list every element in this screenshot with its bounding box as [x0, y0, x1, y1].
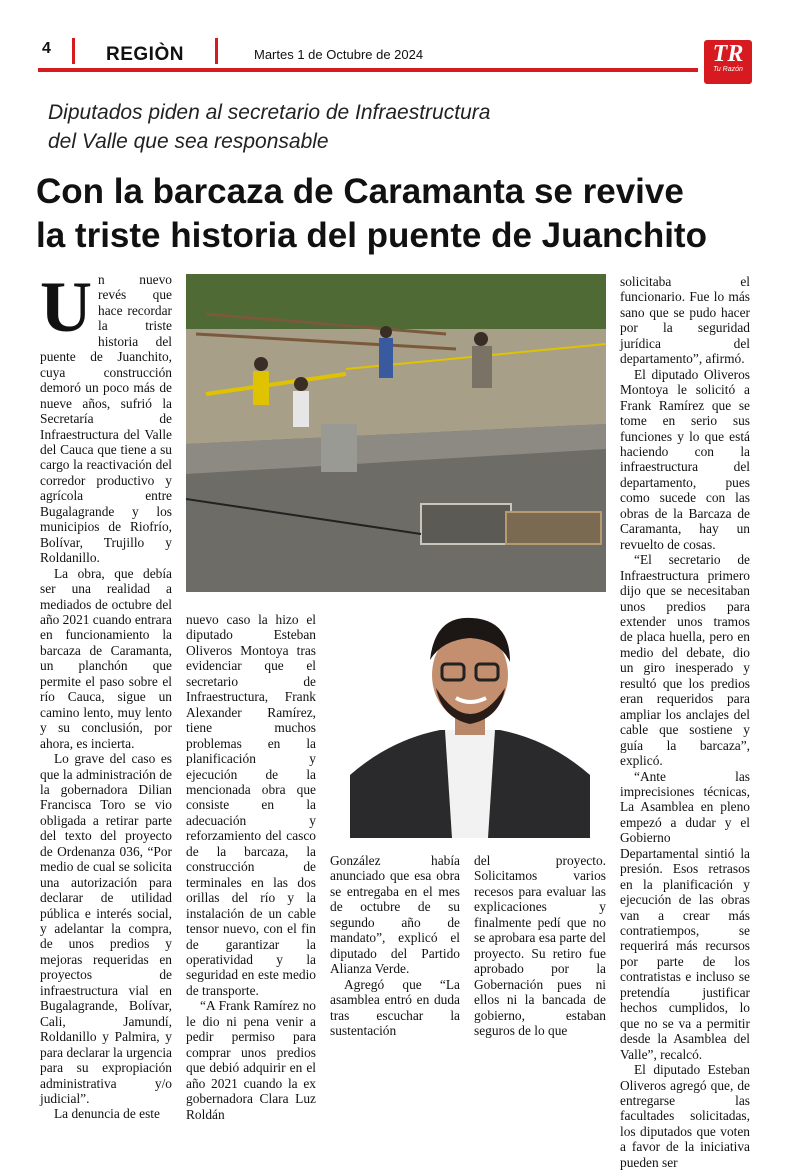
kicker-line: Diputados piden al secretario de Infraestructura — [48, 101, 491, 124]
construction-site-photo — [186, 274, 606, 592]
kicker-line: del Valle que sea responsable — [48, 130, 329, 153]
paragraph: “A Frank Ramírez no le dio ni pena venir a pedir permiso para comprar unos predios que debió adquirir en el año 2021 cuando la ex gobernadora Clara Luz Roldán — [186, 998, 316, 1122]
paragraph: “Ante las imprecisiones técnicas, La Asamblea en pleno empezó a dudar y el Gobierno Departamental sintió la presión. Esos retrasos en la planificación y ejecución de las obras van a crear más contratiempos, se requerirá más recursos por parte de los contratistas e incluso se pretendía justificar hechos cumplidos, lo que no se va a permitir desde la Asamblea del Valle”, recalcó. — [620, 768, 750, 1062]
text-column-2 — [186, 612, 316, 1122]
paragraph: La obra, que debía ser una realidad a mediados de octubre del año 2021 cuando entrara en funcionamiento la barcaza de Caramanta, un planchón que permite el paso sobre el río Cauca, sigue un camino lento, muy lento y su conclusión, por ahora, es incierta. — [40, 565, 172, 751]
paragraph: Agregó que “La asamblea entró en duda tras escuchar la sustentación — [330, 976, 460, 1038]
logo — [704, 40, 752, 84]
text-column-1 — [40, 267, 172, 1122]
header-rule — [38, 68, 698, 72]
text-column-3 — [330, 853, 460, 1038]
construction-site-icon — [186, 274, 606, 592]
headline-line: la triste historia del puente de Juanchito — [36, 216, 707, 255]
paragraph: González había anunciado que esa obra se entregaba en el mes de octubre de su segundo año de mandato”, explicó el diputado del Partido Alianza Verde. — [330, 853, 460, 977]
header-divider — [72, 38, 75, 64]
portrait-icon — [350, 600, 590, 838]
paragraph-text: n nuevo revés que hace recordar la triste historia del puente de Juanchito, cuya construcción demoró un poco más de nueve años, sufrió la Secretaría de Infraestructura del Valle del Cauca que tiene a su cargo la reactivación del corredor productivo y agrícola entre Bugalagrande y los municipios de Riofrío, Bolívar, Trujillo y Roldanillo. — [40, 272, 172, 566]
paragraph: La denuncia de este — [54, 1106, 160, 1122]
logo-letters: TR — [712, 41, 744, 67]
paragraph: El diputado Oliveros Montoya le solicitó a Frank Ramírez que se tome en serio sus funciones y lo que está haciendo con la infraestructura del departamento, pues como sucede con las obras de la Barcaza de Caramanta, hay un revuelto de cosas. — [620, 366, 750, 552]
article-kicker — [48, 98, 648, 156]
text-column-4 — [474, 853, 606, 1038]
logo-caption: Tu Razón — [713, 66, 743, 73]
text-column-5 — [620, 274, 750, 1170]
section-title: REGIÒN — [106, 44, 184, 65]
paragraph: nuevo caso la hizo el diputado Esteban Oliveros Montoya tras evidenciar que el secretario de Infraestructura, Frank Alexander Ramírez, tiene muchos problemas en la planificación y ejecución de la mencionada obra que consiste en la adecuación y reforzamiento del casco de la barcaza, la construcción de terminales en las dos orillas del río y la instalación de un cable tensor nuevo, con el fin de garantizar la operatividad y la seguridad en este medio de transporte. — [186, 612, 316, 998]
issue-date: Martes 1 de Octubre de 2024 — [254, 47, 424, 62]
page-header — [0, 0, 789, 90]
drop-cap: U — [40, 267, 92, 347]
article-headline — [36, 170, 766, 258]
page-number: 4 — [42, 40, 51, 57]
header-divider — [215, 38, 218, 64]
paragraph: Lo grave del caso es que la administración de la gobernadora Dilian Francisca Toro se vio obligada a retirar parte del texto del proyecto de Ordenanza 036, “Por medio de cual se solicita una autorización para declarar de utilidad pública e interés social, y adelantar la compra, de unos predios y mejoras requeridas en proyectos de infraestructura vial en Bugalagrande, Bolívar, Cali, Jamundí, Roldanillo y Palmira, y para declarar la urgencia para su expropiación administrativa y/o judicial”. — [40, 751, 172, 1107]
paragraph: “El secretario de Infraestructura primero dijo que se necesitaban unos predios para extender unos tramos de placa huella, pero en medio del debate, dio un giro inesperado y resultó que los predios eran requeridos para ampliar los anclajes del cable que sostiene y guía la barcaza”, explicó. — [620, 552, 750, 769]
paragraph: solicitaba el funcionario. Fue lo más sano que se pudo hacer por la seguridad jurídica del departamento”, afirmó. — [620, 274, 750, 367]
paragraph — [40, 267, 172, 566]
paragraph: El diputado Esteban Oliveros agregó que, de entregarse las facultades solicitadas, los diputados que voten a favor de la iniciativa pueden ser — [620, 1062, 750, 1170]
paragraph: del proyecto. Solicitamos varios recesos para evaluar las explicaciones y finalmente pedí que no se aprobara esa parte del proyecto. Su retiro fue aprobado por la Gobernación pues ni ellos ni la bancada de gobierno, estaban seguros de lo que — [474, 853, 606, 1038]
headline-line: Con la barcaza de Caramanta se revive — [36, 172, 684, 211]
portrait-photo — [350, 600, 590, 838]
